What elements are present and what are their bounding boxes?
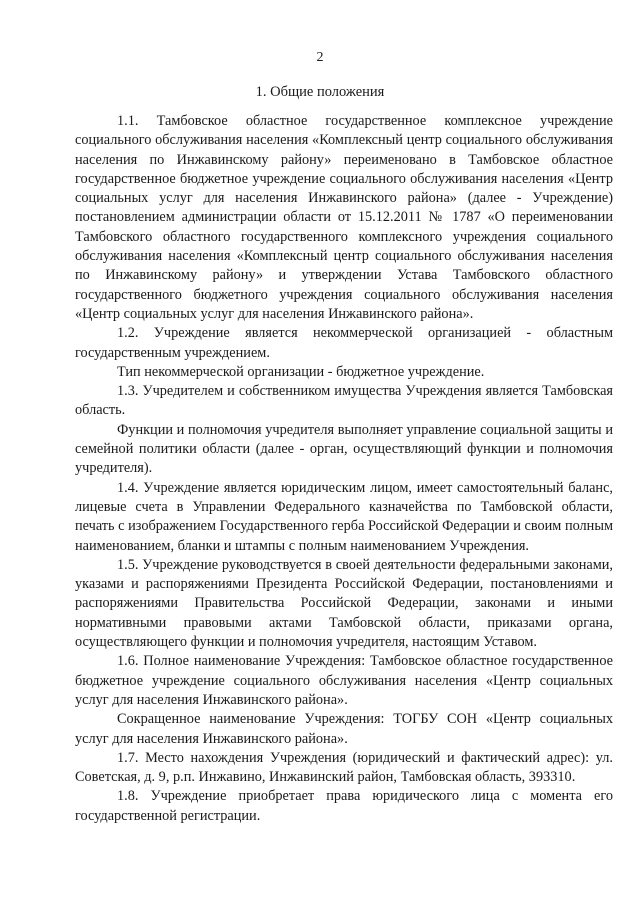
section-title: 1. Общие положения	[255, 84, 385, 100]
paragraph-1-3-functions: Функции и полномочия учредителя выполняет управление социальной защиты и семейной политики области (далее - орган, осуществляющий функции и полномочия учредителя).	[75, 421, 613, 477]
paragraph-1-7: 1.7. Место нахождения Учреждения (юридический и фактический адрес): ул. Советская, д. 9, р.п. Инжавино, Инжавинский район, Тамбовская область, 393310.	[75, 749, 613, 786]
paragraph-1-8: 1.8. Учреждение приобретает права юридического лица с момента его государственной регистрации.	[75, 788, 613, 824]
paragraph-1-4: 1.4. Учреждение является юридическим лицом, имеет самостоятельный баланс, лицевые счета в Управлении Федерального казначейства по Тамбовской области, печать с изображением Государственного герба Российской Федерации и своим полным наименованием, бланки и штампы с полным наименованием Учреждения.	[75, 479, 613, 554]
paragraph-1-2: 1.2. Учреждение является некоммерческой организацией - областным государственным учреждением.	[75, 325, 613, 361]
page-number: 2	[316, 50, 324, 65]
paragraph-1-3: 1.3. Учредителем и собственником имущества Учреждения является Тамбовская область.	[75, 383, 613, 419]
paragraph-1-6: 1.6. Полное наименование Учреждения: Тамбовское областное государственное бюджетное учреждение социального обслуживания населения «Центр социальных услуг для населения Инжавинского района».	[75, 653, 613, 708]
paragraph-1-6-short-name: Сокращенное наименование Учреждения: ТОГБУ СОН «Центр социальных услуг для населения Инжавинского района».	[75, 711, 613, 747]
paragraph-1-5: 1.5. Учреждение руководствуется в своей деятельности федеральными законами, указами и распоряжениями Президента Российской Федерации, постановлениями и распоряжениями Правительства Российской Федерации, законами и иными нормативными правовыми актами Тамбовской области, приказами органа, осуществляющего функции и полномочия учредителя, настоящим Уставом.	[75, 556, 613, 651]
paragraph-1-2-type: Тип некоммерческой организации - бюджетное учреждение.	[117, 363, 485, 380]
paragraph-1-1: 1.1. Тамбовское областное государственное комплексное учреждение социального обслуживания населения «Комплексный центр социального обслуживания населения по Инжавинскому району» переименовано в Тамбовское областное государственное бюджетное учреждение социального обслуживания населения «Центр социальных услуг для населения Инжавинского района» (далее - Учреждение) постановлением администрации области от 15.12.2011 № 1787 «О переименовании Тамбовского областного государственного комплексного учреждения социального обслуживания населения «Комплексный центр социального обслуживания населения по Инжавинскому району» и утверждении Устава Тамбовского областного государственного бюджетного учреждения социального обслуживания населения «Центр социальных услуг для населения Инжавинского района».	[75, 113, 613, 322]
document-body	[75, 112, 613, 826]
